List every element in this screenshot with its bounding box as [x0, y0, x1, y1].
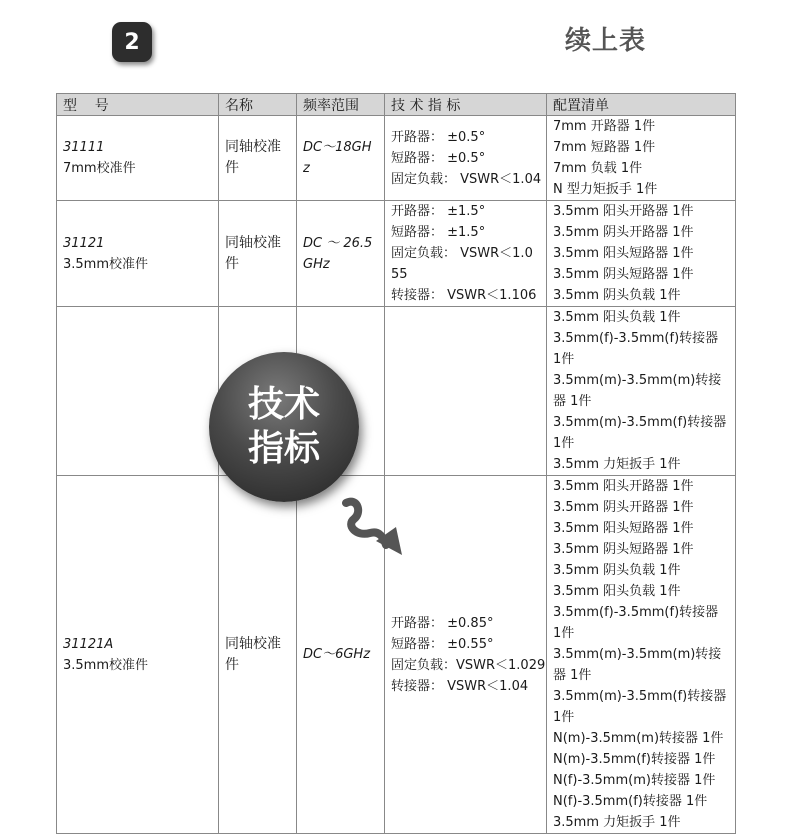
spec-line: 短路器： ±0.5°: [391, 150, 486, 166]
model-label: 7mm校准件: [63, 161, 136, 176]
header-config: 配置清单: [547, 94, 736, 116]
spec-line: 固定负载： VSWR＜1.04: [391, 171, 542, 187]
config-item: 3.5mm 阳头短路器 1件: [553, 521, 694, 536]
page-title: 续上表: [565, 26, 647, 56]
spec-line: 开路器： ±1.5°: [391, 204, 486, 219]
badge-text-line1: 技术: [247, 384, 320, 425]
table-row: [57, 116, 736, 201]
config-item: 7mm 负载 1件: [553, 161, 643, 176]
spec-cell: [385, 116, 547, 201]
freq-text: DC ～ 26.5GHz: [303, 235, 373, 272]
config-item: 3.5mm 阳头短路器 1件: [553, 246, 694, 261]
model-number: 31121A: [63, 636, 114, 652]
config-item: 3.5mm(m)-3.5mm(m)转接器 1件: [553, 373, 722, 409]
config-item: 3.5mm 阴头负载 1件: [553, 563, 681, 578]
name-cell: [219, 476, 297, 834]
config-item: 3.5mm 阳头开路器 1件: [553, 204, 694, 219]
header-name: 名称: [219, 94, 297, 116]
config-item: 3.5mm 力矩扳手 1件: [553, 815, 681, 830]
spec-line: 开路器： ±0.85°: [391, 615, 494, 631]
config-item: 3.5mm 阴头开路器 1件: [553, 500, 694, 515]
model-number: 31121: [63, 235, 105, 251]
spec-line: 转接器： VSWR＜1.106: [391, 288, 537, 303]
header-model: 型 号: [57, 94, 219, 116]
config-item: 3.5mm 阴头短路器 1件: [553, 267, 694, 282]
config-item: 3.5mm(f)-3.5mm(f)转接器 1件: [553, 605, 719, 641]
model-label: 3.5mm校准件: [63, 256, 149, 272]
freq-cell: [297, 201, 385, 307]
config-item: 7mm 开路器 1件: [553, 119, 656, 134]
spec-cell: [385, 201, 547, 307]
header-freq: 频率范围: [297, 94, 385, 116]
name-text: 同轴校准件: [225, 234, 281, 272]
spec-line: 短路器： ±0.55°: [391, 636, 494, 652]
config-cell: [547, 116, 736, 201]
badge-text-line2: 指标: [247, 428, 320, 469]
config-item: N 型力矩扳手 1件: [553, 182, 658, 197]
spec-line: 固定负载： VSWR＜1.055: [391, 246, 533, 282]
spec-line: 开路器： ±0.5°: [391, 129, 486, 145]
spec-line: 固定负载：VSWR＜1.029: [391, 657, 546, 673]
spec-table: [56, 93, 736, 834]
config-item: N(f)-3.5mm(f)转接器 1件: [553, 794, 708, 809]
curved-arrow-icon: [340, 495, 410, 560]
config-item: 7mm 短路器 1件: [553, 140, 656, 155]
config-item: 3.5mm 阴头负载 1件: [553, 288, 681, 303]
model-cell: [57, 201, 219, 307]
table-header-row: [57, 94, 736, 116]
config-item: 3.5mm 阴头开路器 1件: [553, 225, 694, 240]
config-item: 3.5mm 阴头短路器 1件: [553, 542, 694, 557]
table-row: [57, 307, 736, 476]
config-item: 3.5mm(m)-3.5mm(f)转接器 1件: [553, 689, 727, 725]
config-item: 3.5mm 力矩扳手 1件: [553, 457, 681, 472]
config-item: 3.5mm(m)-3.5mm(f)转接器 1件: [553, 415, 727, 451]
config-cell: [547, 307, 736, 476]
model-number: 31111: [63, 140, 105, 155]
model-cell: [57, 476, 219, 834]
name-cell: [219, 116, 297, 201]
spec-line: 转接器： VSWR＜1.04: [391, 678, 529, 694]
spec-cell: [385, 307, 547, 476]
config-item: 3.5mm 阳头负载 1件: [553, 310, 681, 325]
config-cell: [547, 476, 736, 834]
model-label: 3.5mm校准件: [63, 657, 149, 673]
config-cell: [547, 201, 736, 307]
name-cell: [219, 201, 297, 307]
table-row: [57, 201, 736, 307]
header-spec: 技 术 指 标: [385, 94, 547, 116]
config-item: 3.5mm 阳头负载 1件: [553, 584, 681, 599]
config-item: 3.5mm(m)-3.5mm(m)转接器 1件: [553, 647, 722, 683]
config-item: 3.5mm(f)-3.5mm(f)转接器 1件: [553, 331, 719, 367]
model-cell: [57, 307, 219, 476]
name-text: 同轴校准件: [225, 635, 281, 673]
freq-text: DC～6GHz: [303, 647, 371, 662]
config-item: 3.5mm 阳头开路器 1件: [553, 479, 694, 494]
config-item: N(m)-3.5mm(m)转接器 1件: [553, 731, 724, 746]
name-text: 同轴校准件: [225, 139, 281, 176]
config-item: N(m)-3.5mm(f)转接器 1件: [553, 752, 716, 767]
spec-line: 短路器： ±1.5°: [391, 225, 486, 240]
tech-spec-circle-badge: [209, 352, 359, 502]
freq-text: DC～18GHz: [303, 140, 372, 176]
page-number-badge: 2: [112, 22, 152, 62]
model-cell: [57, 116, 219, 201]
config-item: N(f)-3.5mm(m)转接器 1件: [553, 773, 716, 788]
freq-cell: [297, 116, 385, 201]
